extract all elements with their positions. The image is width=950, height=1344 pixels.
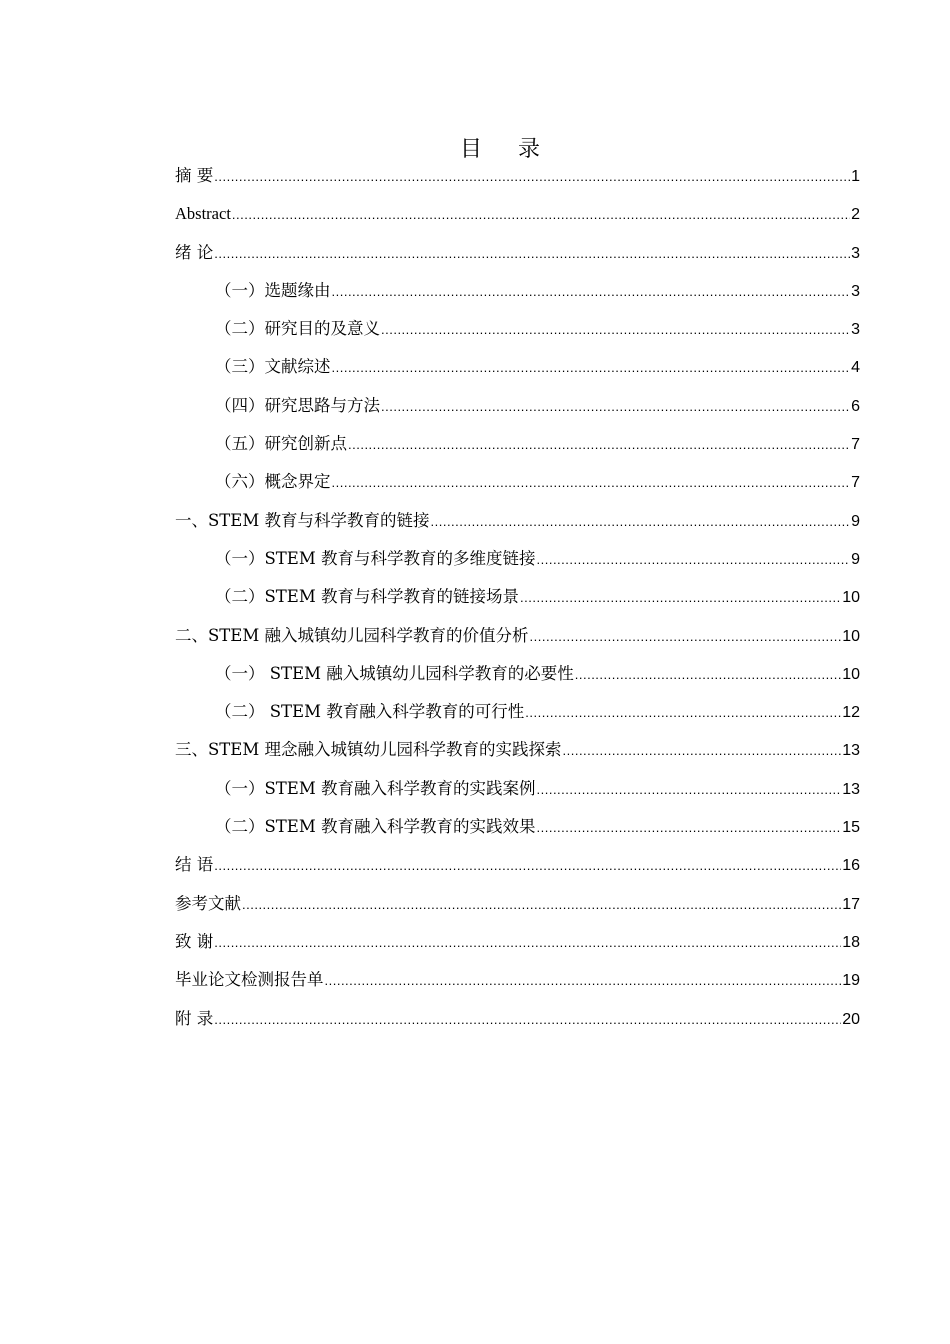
toc-page-number: 10 (842, 627, 860, 645)
dot-leader (431, 508, 851, 536)
toc-page-number: 6 (851, 397, 860, 415)
toc-entry-label: （六）概念界定 (215, 472, 331, 492)
dot-leader (332, 354, 851, 382)
toc-entry-label: 毕业论文检测报告单 (175, 970, 324, 990)
table-of-contents (175, 162, 860, 1043)
toc-entry-label: （二）研究目的及意义 (215, 319, 380, 339)
toc-page-number: 13 (842, 780, 860, 798)
dot-leader (332, 469, 851, 497)
dot-leader (214, 163, 850, 191)
toc-page-number: 4 (851, 359, 860, 377)
toc-entry-1-2[interactable] (175, 583, 860, 621)
toc-entry-label: 三、STEM 理念融入城镇幼儿园科学教育的实践探索 (175, 740, 562, 760)
dot-leader (214, 1006, 841, 1034)
toc-page-number: 9 (851, 512, 860, 530)
dot-leader (214, 852, 841, 880)
toc-entry-label: （二） STEM 教育融入科学教育的可行性 (215, 702, 525, 722)
toc-entry-label: 致 谢 (175, 931, 214, 951)
toc-entry-label: Abstract (175, 204, 231, 224)
toc-entry-label: 参考文献 (175, 893, 241, 913)
dot-leader (214, 929, 841, 957)
toc-entry-label: 附 录 (175, 1008, 214, 1028)
toc-entry-2-2[interactable] (175, 698, 860, 736)
toc-entry-label: （一）选题缘由 (215, 280, 331, 300)
dot-leader (242, 891, 841, 919)
dot-leader (332, 278, 851, 306)
toc-entry-literature[interactable] (175, 353, 860, 391)
toc-entry-purpose[interactable] (175, 315, 860, 353)
toc-page-number: 3 (851, 321, 860, 339)
toc-page-number: 10 (842, 665, 860, 683)
toc-entry-references[interactable] (175, 890, 860, 928)
toc-entry-label: （一） STEM 融入城镇幼儿园科学教育的必要性 (215, 663, 574, 683)
toc-entry-chapter-1[interactable] (175, 507, 860, 545)
dot-leader (563, 737, 842, 765)
toc-page-number: 17 (842, 895, 860, 913)
toc-page-number: 19 (842, 972, 860, 990)
toc-page-number: 3 (851, 244, 860, 262)
title-char-1: 目 (459, 137, 482, 162)
toc-page-number: 9 (851, 550, 860, 568)
toc-entry-label: （四）研究思路与方法 (215, 395, 380, 415)
toc-entry-label: 摘 要 (175, 166, 214, 185)
toc-entry-2-1[interactable] (175, 660, 860, 698)
toc-entry-conclusion[interactable] (175, 851, 860, 889)
dot-leader (325, 967, 842, 995)
dot-leader (520, 584, 841, 612)
toc-page-number: 7 (851, 474, 860, 492)
toc-entry-chapter-3[interactable] (175, 736, 860, 774)
toc-entry-1-1[interactable] (175, 545, 860, 583)
dot-leader (381, 393, 850, 421)
dot-leader (214, 240, 850, 268)
toc-entry-label: 绪 论 (175, 242, 214, 262)
toc-page-number: 7 (851, 436, 860, 454)
toc-entry-label: 结 语 (175, 855, 214, 875)
dot-leader (537, 814, 842, 842)
toc-page-number: 13 (842, 742, 860, 760)
toc-entry-label: （三）文献综述 (215, 357, 331, 377)
toc-entry-label: 二、STEM 融入城镇幼儿园科学教育的价值分析 (175, 625, 529, 645)
dot-leader (348, 431, 850, 459)
toc-entry-label: 一、STEM 教育与科学教育的链接 (175, 510, 430, 530)
toc-entry-label: （一）STEM 教育与科学教育的多维度链接 (215, 548, 536, 568)
dot-leader (530, 623, 842, 651)
toc-entry-label: （二）STEM 教育与科学教育的链接场景 (215, 587, 519, 607)
toc-entry-introduction[interactable] (175, 239, 860, 277)
toc-entry-label: （二）STEM 教育融入科学教育的实践效果 (215, 817, 536, 837)
toc-page-number: 15 (842, 819, 860, 837)
title-char-2: 录 (518, 137, 541, 162)
toc-page-number: 18 (842, 933, 860, 951)
toc-page-number: 20 (842, 1010, 860, 1028)
dot-leader (232, 201, 850, 229)
toc-page-number: 12 (842, 704, 860, 722)
dot-leader (381, 316, 850, 344)
dot-leader (575, 661, 841, 689)
toc-entry-plagiarism-report[interactable] (175, 966, 860, 1004)
toc-page-number: 3 (851, 282, 860, 300)
toc-entry-chapter-2[interactable] (175, 622, 860, 660)
toc-entry-abstract-en[interactable] (175, 200, 860, 238)
toc-entry-concepts[interactable] (175, 468, 860, 506)
dot-leader (537, 546, 851, 574)
toc-entry-methods[interactable] (175, 392, 860, 430)
toc-entry-appendix[interactable] (175, 1005, 860, 1043)
toc-entry-abstract-cn[interactable] (175, 162, 860, 200)
toc-entry-innovation[interactable] (175, 430, 860, 468)
toc-entry-acknowledgements[interactable] (175, 928, 860, 966)
toc-entry-3-1[interactable] (175, 775, 860, 813)
toc-page-number: 1 (851, 168, 860, 185)
toc-entry-topic-reason[interactable] (175, 277, 860, 315)
toc-entry-label: （一）STEM 教育融入科学教育的实践案例 (215, 778, 536, 798)
dot-leader (525, 699, 841, 727)
dot-leader (537, 776, 842, 804)
toc-entry-3-2[interactable] (175, 813, 860, 851)
toc-page-number: 10 (842, 589, 860, 607)
toc-entry-label: （五）研究创新点 (215, 434, 347, 454)
toc-page-number: 2 (851, 206, 860, 224)
toc-page-number: 16 (842, 857, 860, 875)
